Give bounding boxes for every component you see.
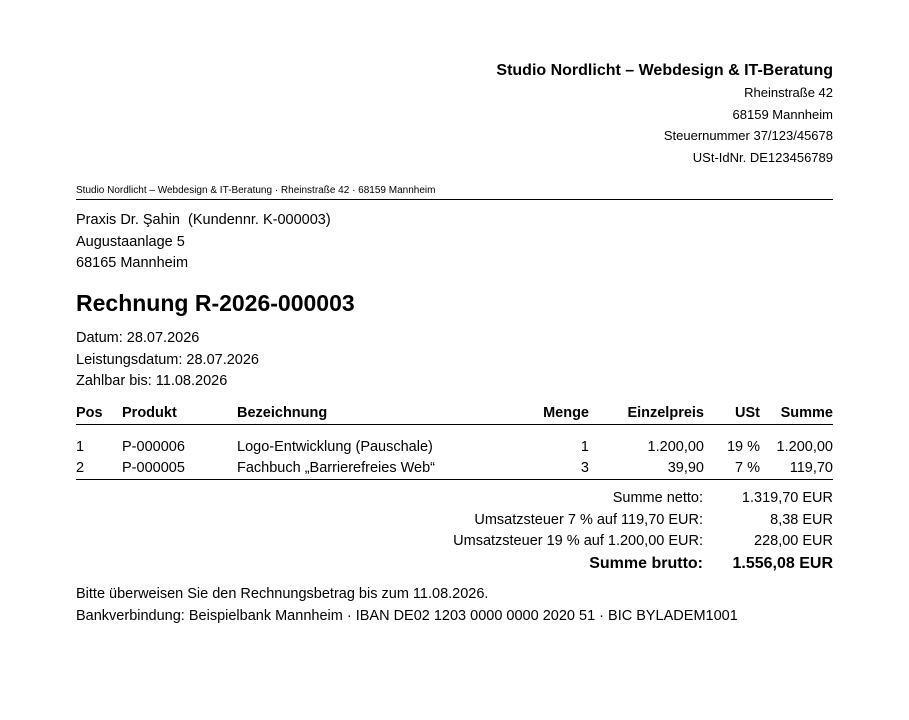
table-row xyxy=(76,425,833,458)
invoice-title: Rechnung R-2026-000003 xyxy=(76,290,355,316)
header-unit-price: Einzelpreis xyxy=(589,402,704,425)
header-sum: Summe xyxy=(760,402,833,425)
header-tax: USt xyxy=(704,402,760,425)
sender-street: Rheinstraße 42 xyxy=(744,85,833,100)
sender-vat-id: USt-IdNr. DE123456789 xyxy=(692,149,833,165)
bank-details: Bankverbindung: Beispielbank Mannheim · IBAN DE02 1203 0000 0000 2020 51 · BIC BYLADEM1001 xyxy=(76,607,738,624)
cell-description: Fachbuch „Barrierefreies Web“ xyxy=(237,458,527,480)
sender-city: 68159 Mannheim xyxy=(732,106,833,122)
totals-block xyxy=(453,488,833,574)
cell-sum: 119,70 xyxy=(760,458,833,480)
cell-pos: 2 xyxy=(76,458,122,480)
cell-qty: 3 xyxy=(527,458,589,480)
recipient-name: Praxis Dr. Şahin (Kundennr. K-000003) xyxy=(76,212,331,228)
vat19-value: 228,00 EUR xyxy=(754,533,833,549)
line-items-table xyxy=(76,402,833,480)
cell-description: Logo-Entwicklung (Pauschale) xyxy=(237,438,433,455)
recipient-street: Augustaanlage 5 xyxy=(76,233,185,250)
invoice-meta xyxy=(76,328,259,393)
cell-tax: 19 % xyxy=(726,438,760,455)
invoice-date: Datum: 28.07.2026 xyxy=(76,330,200,346)
cell-sum: 1.200,00 xyxy=(776,438,833,455)
net-value: 1.319,70 EUR xyxy=(741,490,833,506)
footer-block xyxy=(76,584,738,627)
sender-tax-number: Steuernummer 37/123/45678 xyxy=(663,128,833,143)
cell-tax: 7 % xyxy=(704,458,760,480)
header-product: Produkt xyxy=(122,402,237,425)
net-label: Summe netto: xyxy=(612,490,703,506)
return-address-line: Studio Nordlicht – Webdesign & IT-Beratung · Rheinstraße 42 · 68159 Mannheim xyxy=(76,184,833,200)
invoice-service-date: Leistungsdatum: 28.07.2026 xyxy=(76,351,259,368)
totals-vat19-row xyxy=(453,531,833,553)
totals-vat7-row xyxy=(453,510,833,532)
invoice-due-date: Zahlbar bis: 11.08.2026 xyxy=(76,373,228,389)
cell-qty: 1 xyxy=(580,438,589,455)
vat19-label: Umsatzsteuer 19 % auf 1.200,00 EUR: xyxy=(453,533,703,549)
totals-gross-row xyxy=(453,553,833,575)
cell-pos: 1 xyxy=(76,438,85,455)
table-header-row xyxy=(76,402,833,425)
payment-note: Bitte überweisen Sie den Rechnungsbetrag bis zum 11.08.2026. xyxy=(76,586,489,602)
sender-block xyxy=(496,60,833,168)
gross-label: Summe brutto: xyxy=(589,554,703,572)
table-row xyxy=(76,458,833,480)
cell-unit-price: 1.200,00 xyxy=(647,438,704,455)
sender-company: Studio Nordlicht – Webdesign & IT-Beratung xyxy=(496,62,833,79)
recipient-city: 68165 Mannheim xyxy=(76,255,189,271)
totals-net-row xyxy=(453,488,833,510)
header-pos: Pos xyxy=(76,402,122,425)
header-description: Bezeichnung xyxy=(237,402,527,425)
vat7-label: Umsatzsteuer 7 % auf 119,70 EUR: xyxy=(474,511,703,528)
gross-value: 1.556,08 EUR xyxy=(732,554,833,572)
cell-product: P-000006 xyxy=(122,438,185,455)
vat7-value: 8,38 EUR xyxy=(770,511,833,528)
header-qty: Menge xyxy=(527,402,589,425)
recipient-block xyxy=(76,210,331,275)
cell-product: P-000005 xyxy=(122,458,237,480)
cell-unit-price: 39,90 xyxy=(589,458,704,480)
